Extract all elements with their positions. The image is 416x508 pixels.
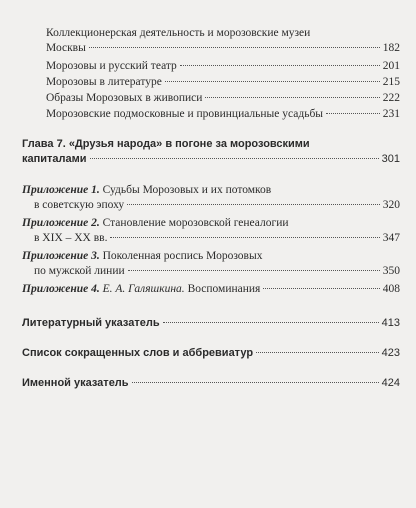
dot-leader bbox=[110, 237, 379, 238]
toc-page-number: 182 bbox=[382, 42, 400, 54]
dot-leader bbox=[326, 113, 380, 114]
toc-appendix-2 bbox=[22, 216, 400, 246]
toc-entry-title: Морозовы и русский театр bbox=[46, 60, 177, 72]
toc-entry-title: Морозовские подмосковные и провинциальные усадьбы bbox=[46, 108, 324, 120]
appendix-title-line1: Поколенная роспись Морозовых bbox=[102, 250, 263, 262]
dot-leader bbox=[163, 322, 379, 323]
appendix-title-line1: Судьбы Морозовых и их потомков bbox=[102, 184, 272, 196]
dot-leader bbox=[132, 382, 379, 383]
appendix-title-line2: в XIX – XX вв. bbox=[34, 232, 108, 244]
toc-chapter-7 bbox=[22, 137, 400, 167]
toc-entry-collecting bbox=[46, 26, 400, 56]
dot-leader bbox=[165, 81, 380, 82]
chapter-title-line2: капиталами bbox=[22, 153, 87, 165]
toc-page-number: 424 bbox=[381, 377, 400, 389]
dot-leader bbox=[89, 47, 380, 48]
appendix-title-line2: в советскую эпоху bbox=[34, 199, 125, 211]
toc-page-number: 231 bbox=[382, 108, 400, 120]
chapter-title-line1: Глава 7. «Друзья народа» в погоне за морозовскими bbox=[22, 138, 310, 150]
dot-leader bbox=[256, 352, 379, 353]
toc-page-number: 201 bbox=[382, 60, 400, 72]
toc-bibliography bbox=[22, 316, 400, 331]
toc-appendix-1 bbox=[22, 183, 400, 213]
toc-entry-estates bbox=[46, 107, 400, 122]
appendix-title: Воспоминания bbox=[187, 283, 261, 295]
toc-page-number: 222 bbox=[382, 92, 400, 104]
toc-page-number: 408 bbox=[382, 283, 400, 295]
appendix-title-line2: по мужской линии bbox=[34, 265, 125, 277]
appendix-label: Приложение 1. bbox=[22, 184, 100, 196]
appendix-title-line1: Становление морозовской генеалогии bbox=[102, 217, 289, 229]
appendix-label: Приложение 4. bbox=[22, 283, 100, 295]
toc-page-number: 301 bbox=[381, 153, 400, 165]
toc-entry-title: Именной указатель bbox=[22, 377, 129, 389]
toc-appendix-4 bbox=[22, 282, 400, 297]
toc-page-number: 423 bbox=[381, 347, 400, 359]
toc-entry-title-line2: Москвы bbox=[46, 42, 86, 54]
dot-leader bbox=[180, 65, 380, 66]
dot-leader bbox=[263, 288, 379, 289]
toc-entry-literature bbox=[46, 75, 400, 90]
dot-leader bbox=[128, 270, 380, 271]
dot-leader bbox=[90, 158, 379, 159]
toc-abbreviations bbox=[22, 346, 400, 361]
toc-page-number: 320 bbox=[382, 199, 400, 211]
appendix-author: Е. А. Галяшкина. bbox=[102, 283, 185, 295]
toc-appendix-3 bbox=[22, 249, 400, 279]
toc-entry-title: Образы Морозовых в живописи bbox=[46, 92, 203, 104]
toc-page-number: 215 bbox=[382, 76, 400, 88]
appendix-label: Приложение 3. bbox=[22, 250, 100, 262]
toc-entry-title: Морозовы в литературе bbox=[46, 76, 162, 88]
toc-page-number: 350 bbox=[382, 265, 400, 277]
toc-page-number: 347 bbox=[382, 232, 400, 244]
toc-entry-title-line1: Коллекционерская деятельность и морозовские музеи bbox=[46, 27, 311, 39]
toc-page-number: 413 bbox=[381, 317, 400, 329]
toc-name-index bbox=[22, 376, 400, 391]
dot-leader bbox=[205, 97, 379, 98]
toc-entry-painting bbox=[46, 91, 400, 106]
toc-entry-title: Список сокращенных слов и аббревиатур bbox=[22, 347, 254, 359]
toc-entry-title: Литературный указатель bbox=[22, 317, 160, 329]
dot-leader bbox=[127, 204, 380, 205]
appendix-label: Приложение 2. bbox=[22, 217, 100, 229]
toc-entry-theatre bbox=[46, 59, 400, 74]
